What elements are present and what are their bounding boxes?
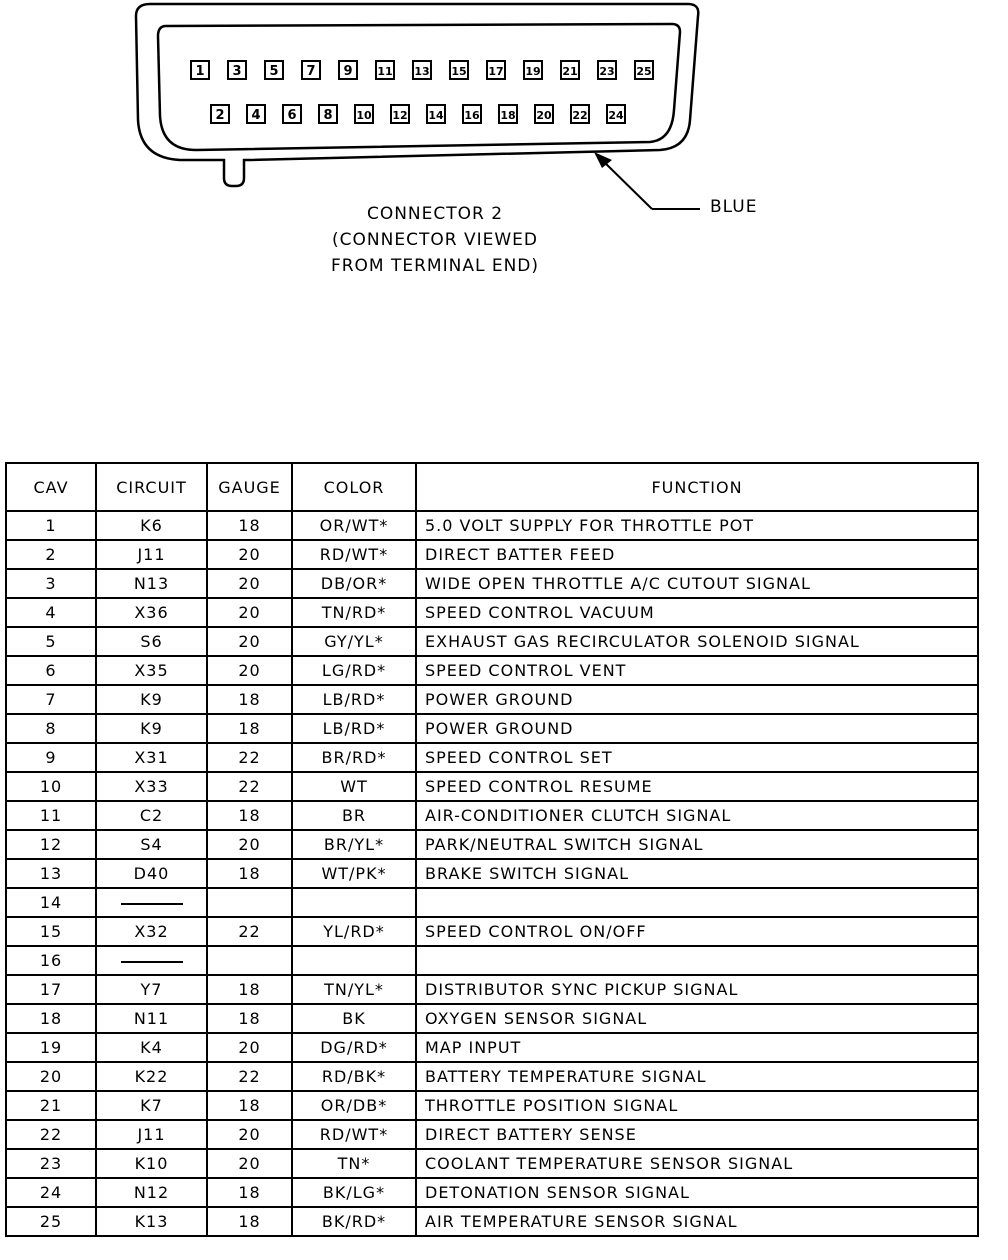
- pin-9-label: 9: [343, 64, 353, 79]
- cell-gauge: 22: [207, 772, 292, 801]
- cell-circuit: X36: [96, 598, 207, 627]
- cell-gauge: 18: [207, 801, 292, 830]
- cell-cav: 25: [6, 1207, 96, 1236]
- cell-function: EXHAUST GAS RECIRCULATOR SOLENOID SIGNAL: [416, 627, 978, 656]
- cell-function: OXYGEN SENSOR SIGNAL: [416, 1004, 978, 1033]
- pin-4-label: 4: [251, 108, 261, 123]
- cell-gauge: 18: [207, 1091, 292, 1120]
- cell-circuit: K9: [96, 714, 207, 743]
- pin-row-top: [191, 61, 653, 79]
- pin-7-label: 7: [306, 64, 316, 79]
- cell-circuit: [96, 946, 207, 975]
- cell-color: WT/PK*: [292, 859, 416, 888]
- table-row: [6, 540, 978, 569]
- connector-inner-wall: [158, 24, 680, 150]
- table-row: [6, 598, 978, 627]
- header-cav: CAV: [6, 463, 96, 511]
- cell-color: TN*: [292, 1149, 416, 1178]
- pin-14-label: 14: [428, 109, 444, 122]
- table-row: [6, 859, 978, 888]
- cell-color: RD/BK*: [292, 1062, 416, 1091]
- pin-16-label: 16: [464, 109, 480, 122]
- caption-line-2: (CONNECTOR VIEWED: [332, 230, 538, 250]
- cell-circuit: K13: [96, 1207, 207, 1236]
- cell-gauge: 18: [207, 859, 292, 888]
- cell-cav: 4: [6, 598, 96, 627]
- cell-circuit: S6: [96, 627, 207, 656]
- pin-18-label: 18: [500, 109, 516, 122]
- cell-cav: 21: [6, 1091, 96, 1120]
- cell-function: DIRECT BATTER FEED: [416, 540, 978, 569]
- cell-color: WT: [292, 772, 416, 801]
- cell-function: COOLANT TEMPERATURE SENSOR SIGNAL: [416, 1149, 978, 1178]
- pin-20-label: 20: [536, 109, 552, 122]
- table-row: [6, 714, 978, 743]
- cell-function: [416, 888, 978, 917]
- cell-gauge: 20: [207, 569, 292, 598]
- table-row: [6, 627, 978, 656]
- table-row: [6, 1062, 978, 1091]
- cell-function: BRAKE SWITCH SIGNAL: [416, 859, 978, 888]
- cell-color: [292, 888, 416, 917]
- arrow-line-diagonal: [600, 158, 652, 209]
- cell-cav: 19: [6, 1033, 96, 1062]
- table-row: [6, 656, 978, 685]
- pin-8-label: 8: [323, 108, 333, 123]
- cell-cav: 8: [6, 714, 96, 743]
- cell-gauge: 18: [207, 1004, 292, 1033]
- cell-circuit: X35: [96, 656, 207, 685]
- pin-6-label: 6: [287, 108, 297, 123]
- table-row: [6, 888, 978, 917]
- table-row: [6, 1207, 978, 1236]
- cell-function: DIRECT BATTERY SENSE: [416, 1120, 978, 1149]
- cell-circuit: X32: [96, 917, 207, 946]
- cell-function: DETONATION SENSOR SIGNAL: [416, 1178, 978, 1207]
- cell-function: BATTERY TEMPERATURE SIGNAL: [416, 1062, 978, 1091]
- cell-color: TN/YL*: [292, 975, 416, 1004]
- cell-function: SPEED CONTROL SET: [416, 743, 978, 772]
- table-row: [6, 1091, 978, 1120]
- pin-23-label: 23: [599, 65, 615, 78]
- header-function: FUNCTION: [416, 463, 978, 511]
- table-header-row: [6, 463, 978, 511]
- cell-circuit: K7: [96, 1091, 207, 1120]
- cell-function: 5.0 VOLT SUPPLY FOR THROTTLE POT: [416, 511, 978, 540]
- cell-circuit: K10: [96, 1149, 207, 1178]
- cell-gauge: 20: [207, 627, 292, 656]
- cell-gauge: 18: [207, 511, 292, 540]
- pin-11-label: 11: [377, 65, 393, 78]
- cell-color: OR/DB*: [292, 1091, 416, 1120]
- cell-circuit: D40: [96, 859, 207, 888]
- cell-gauge: 18: [207, 1178, 292, 1207]
- table-row: [6, 743, 978, 772]
- cell-function: WIDE OPEN THROTTLE A/C CUTOUT SIGNAL: [416, 569, 978, 598]
- pin-24-label: 24: [608, 109, 624, 122]
- cell-gauge: 20: [207, 1033, 292, 1062]
- cell-color: LB/RD*: [292, 685, 416, 714]
- connector-housing: [136, 4, 698, 186]
- cell-color: BK: [292, 1004, 416, 1033]
- cell-cav: 7: [6, 685, 96, 714]
- cell-cav: 23: [6, 1149, 96, 1178]
- pinout-table: [5, 462, 979, 1237]
- table-row: [6, 1178, 978, 1207]
- cell-cav: 14: [6, 888, 96, 917]
- cell-circuit: X31: [96, 743, 207, 772]
- cell-gauge: [207, 946, 292, 975]
- table-row: [6, 1149, 978, 1178]
- cell-color: YL/RD*: [292, 917, 416, 946]
- arrow-head-icon: [594, 152, 612, 168]
- cell-function: POWER GROUND: [416, 714, 978, 743]
- caption-line-3: FROM TERMINAL END): [330, 256, 540, 276]
- cell-color: OR/WT*: [292, 511, 416, 540]
- pin-22-label: 22: [572, 109, 588, 122]
- cell-function: DISTRIBUTOR SYNC PICKUP SIGNAL: [416, 975, 978, 1004]
- cell-circuit: S4: [96, 830, 207, 859]
- cell-color: LG/RD*: [292, 656, 416, 685]
- pin-1-label: 1: [195, 64, 205, 79]
- cell-cav: 18: [6, 1004, 96, 1033]
- cell-color: BR/YL*: [292, 830, 416, 859]
- pin-13-label: 13: [414, 65, 430, 78]
- cell-circuit: K22: [96, 1062, 207, 1091]
- table-row: [6, 830, 978, 859]
- cell-cav: 17: [6, 975, 96, 1004]
- cell-gauge: 18: [207, 1207, 292, 1236]
- cell-circuit: K9: [96, 685, 207, 714]
- pin-3-label: 3: [232, 64, 242, 79]
- cell-function: AIR TEMPERATURE SENSOR SIGNAL: [416, 1207, 978, 1236]
- cell-color: TN/RD*: [292, 598, 416, 627]
- cell-gauge: 20: [207, 1120, 292, 1149]
- cell-cav: 22: [6, 1120, 96, 1149]
- cell-color: RD/WT*: [292, 540, 416, 569]
- cell-color: BK/RD*: [292, 1207, 416, 1236]
- header-circuit: CIRCUIT: [96, 463, 207, 511]
- table-row: [6, 511, 978, 540]
- pin-5-label: 5: [269, 64, 279, 79]
- cell-cav: 13: [6, 859, 96, 888]
- table-row: [6, 685, 978, 714]
- table-row: [6, 975, 978, 1004]
- header-gauge: GAUGE: [207, 463, 292, 511]
- cell-gauge: 22: [207, 743, 292, 772]
- cell-gauge: 18: [207, 685, 292, 714]
- cell-cav: 16: [6, 946, 96, 975]
- cell-gauge: 22: [207, 1062, 292, 1091]
- cell-cav: 2: [6, 540, 96, 569]
- cell-function: POWER GROUND: [416, 685, 978, 714]
- cell-function: SPEED CONTROL VACUUM: [416, 598, 978, 627]
- pin-row-bottom: [211, 105, 625, 123]
- cell-function: THROTTLE POSITION SIGNAL: [416, 1091, 978, 1120]
- cell-cav: 24: [6, 1178, 96, 1207]
- cell-cav: 20: [6, 1062, 96, 1091]
- cell-function: PARK/NEUTRAL SWITCH SIGNAL: [416, 830, 978, 859]
- pin-2-label: 2: [215, 108, 225, 123]
- table-row: [6, 801, 978, 830]
- cell-cav: 15: [6, 917, 96, 946]
- cell-circuit: Y7: [96, 975, 207, 1004]
- connector-color-label: BLUE: [710, 197, 758, 217]
- cell-function: SPEED CONTROL ON/OFF: [416, 917, 978, 946]
- empty-circuit-dash: [121, 903, 183, 905]
- cell-cav: 12: [6, 830, 96, 859]
- cell-circuit: [96, 888, 207, 917]
- cell-circuit: K6: [96, 511, 207, 540]
- table-row: [6, 946, 978, 975]
- cell-circuit: J11: [96, 1120, 207, 1149]
- table-row: [6, 1120, 978, 1149]
- pin-19-label: 19: [525, 65, 541, 78]
- cell-color: BR/RD*: [292, 743, 416, 772]
- cell-cav: 6: [6, 656, 96, 685]
- cell-function: MAP INPUT: [416, 1033, 978, 1062]
- pin-25-label: 25: [636, 65, 652, 78]
- cell-circuit: C2: [96, 801, 207, 830]
- cell-function: AIR-CONDITIONER CLUTCH SIGNAL: [416, 801, 978, 830]
- cell-circuit: J11: [96, 540, 207, 569]
- cell-gauge: 20: [207, 830, 292, 859]
- cell-color: LB/RD*: [292, 714, 416, 743]
- cell-gauge: 20: [207, 656, 292, 685]
- table-row: [6, 569, 978, 598]
- cell-gauge: [207, 888, 292, 917]
- cell-cav: 1: [6, 511, 96, 540]
- cell-color: BK/LG*: [292, 1178, 416, 1207]
- cell-color: GY/YL*: [292, 627, 416, 656]
- cell-circuit: N11: [96, 1004, 207, 1033]
- cell-color: DG/RD*: [292, 1033, 416, 1062]
- cell-circuit: K4: [96, 1033, 207, 1062]
- cell-color: RD/WT*: [292, 1120, 416, 1149]
- pin-15-label: 15: [451, 65, 467, 78]
- cell-function: [416, 946, 978, 975]
- cell-circuit: N12: [96, 1178, 207, 1207]
- pin-17-label: 17: [488, 65, 504, 78]
- cell-circuit: X33: [96, 772, 207, 801]
- cell-cav: 9: [6, 743, 96, 772]
- empty-circuit-dash: [121, 961, 183, 963]
- cell-color: DB/OR*: [292, 569, 416, 598]
- cell-function: SPEED CONTROL VENT: [416, 656, 978, 685]
- cell-color: [292, 946, 416, 975]
- cell-color: BR: [292, 801, 416, 830]
- pin-12-label: 12: [392, 109, 408, 122]
- cell-cav: 5: [6, 627, 96, 656]
- caption-line-1: CONNECTOR 2: [366, 204, 504, 224]
- table-row: [6, 917, 978, 946]
- cell-cav: 10: [6, 772, 96, 801]
- cell-gauge: 22: [207, 917, 292, 946]
- cell-gauge: 20: [207, 540, 292, 569]
- table-row: [6, 1004, 978, 1033]
- cell-cav: 11: [6, 801, 96, 830]
- cell-function: SPEED CONTROL RESUME: [416, 772, 978, 801]
- cell-cav: 3: [6, 569, 96, 598]
- cell-gauge: 18: [207, 714, 292, 743]
- cell-gauge: 20: [207, 598, 292, 627]
- pin-21-label: 21: [562, 65, 578, 78]
- table-row: [6, 1033, 978, 1062]
- cell-gauge: 20: [207, 1149, 292, 1178]
- pin-10-label: 10: [356, 109, 372, 122]
- table-row: [6, 772, 978, 801]
- header-color: COLOR: [292, 463, 416, 511]
- cell-gauge: 18: [207, 975, 292, 1004]
- cell-circuit: N13: [96, 569, 207, 598]
